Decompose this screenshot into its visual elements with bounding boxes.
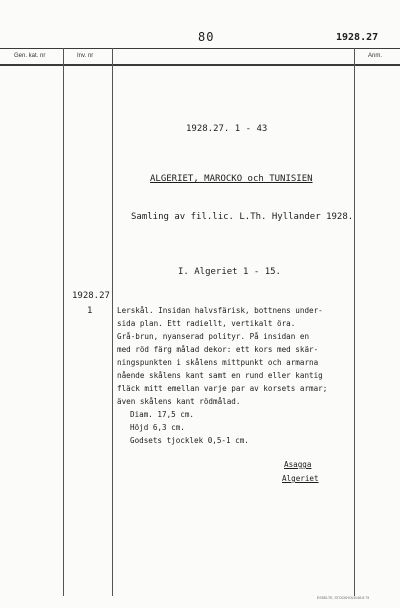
column-divider-2 — [112, 48, 113, 596]
printer-imprint: ESSELTE, STOCKHOLM 66 8 79 — [317, 596, 370, 600]
description-line: med röd färg målad dekor: ett kors med skär- — [117, 345, 319, 354]
dimension-line: Godsets tjocklek 0,5-1 cm. — [130, 436, 249, 445]
collection-note: Samling av fil.lic. L.Th. Hyllander 1928. — [131, 212, 354, 222]
dimension-line: Diam. 17,5 cm. — [130, 410, 195, 419]
column-header-gen-kat: Gen. kat. nr — [14, 53, 46, 59]
header-top-rule — [0, 48, 400, 49]
page-number: 80 — [198, 30, 215, 44]
header-bottom-rule — [0, 64, 400, 66]
accession-header: 1928.27 — [336, 32, 379, 43]
column-header-anm: Anm. — [368, 53, 383, 59]
description-line: fläck mitt emellan varje par av korsets armar; — [117, 384, 328, 393]
description-line: sida plan. Ett radiellt, vertikalt öra. — [117, 319, 296, 328]
section-title: I. Algeriet 1 - 15. — [178, 267, 281, 277]
range-title: 1928.27. 1 - 43 — [186, 124, 268, 134]
find-country: Algeriet — [282, 474, 319, 483]
description-line: även skålens kant rödmålad. — [117, 397, 241, 406]
description-line: Lerskål. Insidan halvsfärisk, bottnens under- — [117, 306, 323, 315]
entry-number: 1 — [87, 306, 93, 316]
column-divider-1 — [63, 48, 64, 596]
description-line: Grå-brun, nyanserad polityr. På insidan en — [117, 332, 310, 341]
description-line: nående skålens kant samt en rund eller kantig — [117, 371, 323, 380]
region-title: ALGERIET, MAROCKO och TUNISIEN — [150, 174, 313, 184]
description-line: ningspunkten i skålens mittpunkt och armarna — [117, 358, 319, 367]
entry-accession: 1928.27 — [72, 291, 110, 301]
column-header-inv: Inv. nr — [77, 53, 94, 59]
find-place: Asagga — [284, 460, 312, 469]
dimension-line: Höjd 6,3 cm. — [130, 423, 185, 432]
column-divider-3 — [354, 48, 355, 596]
